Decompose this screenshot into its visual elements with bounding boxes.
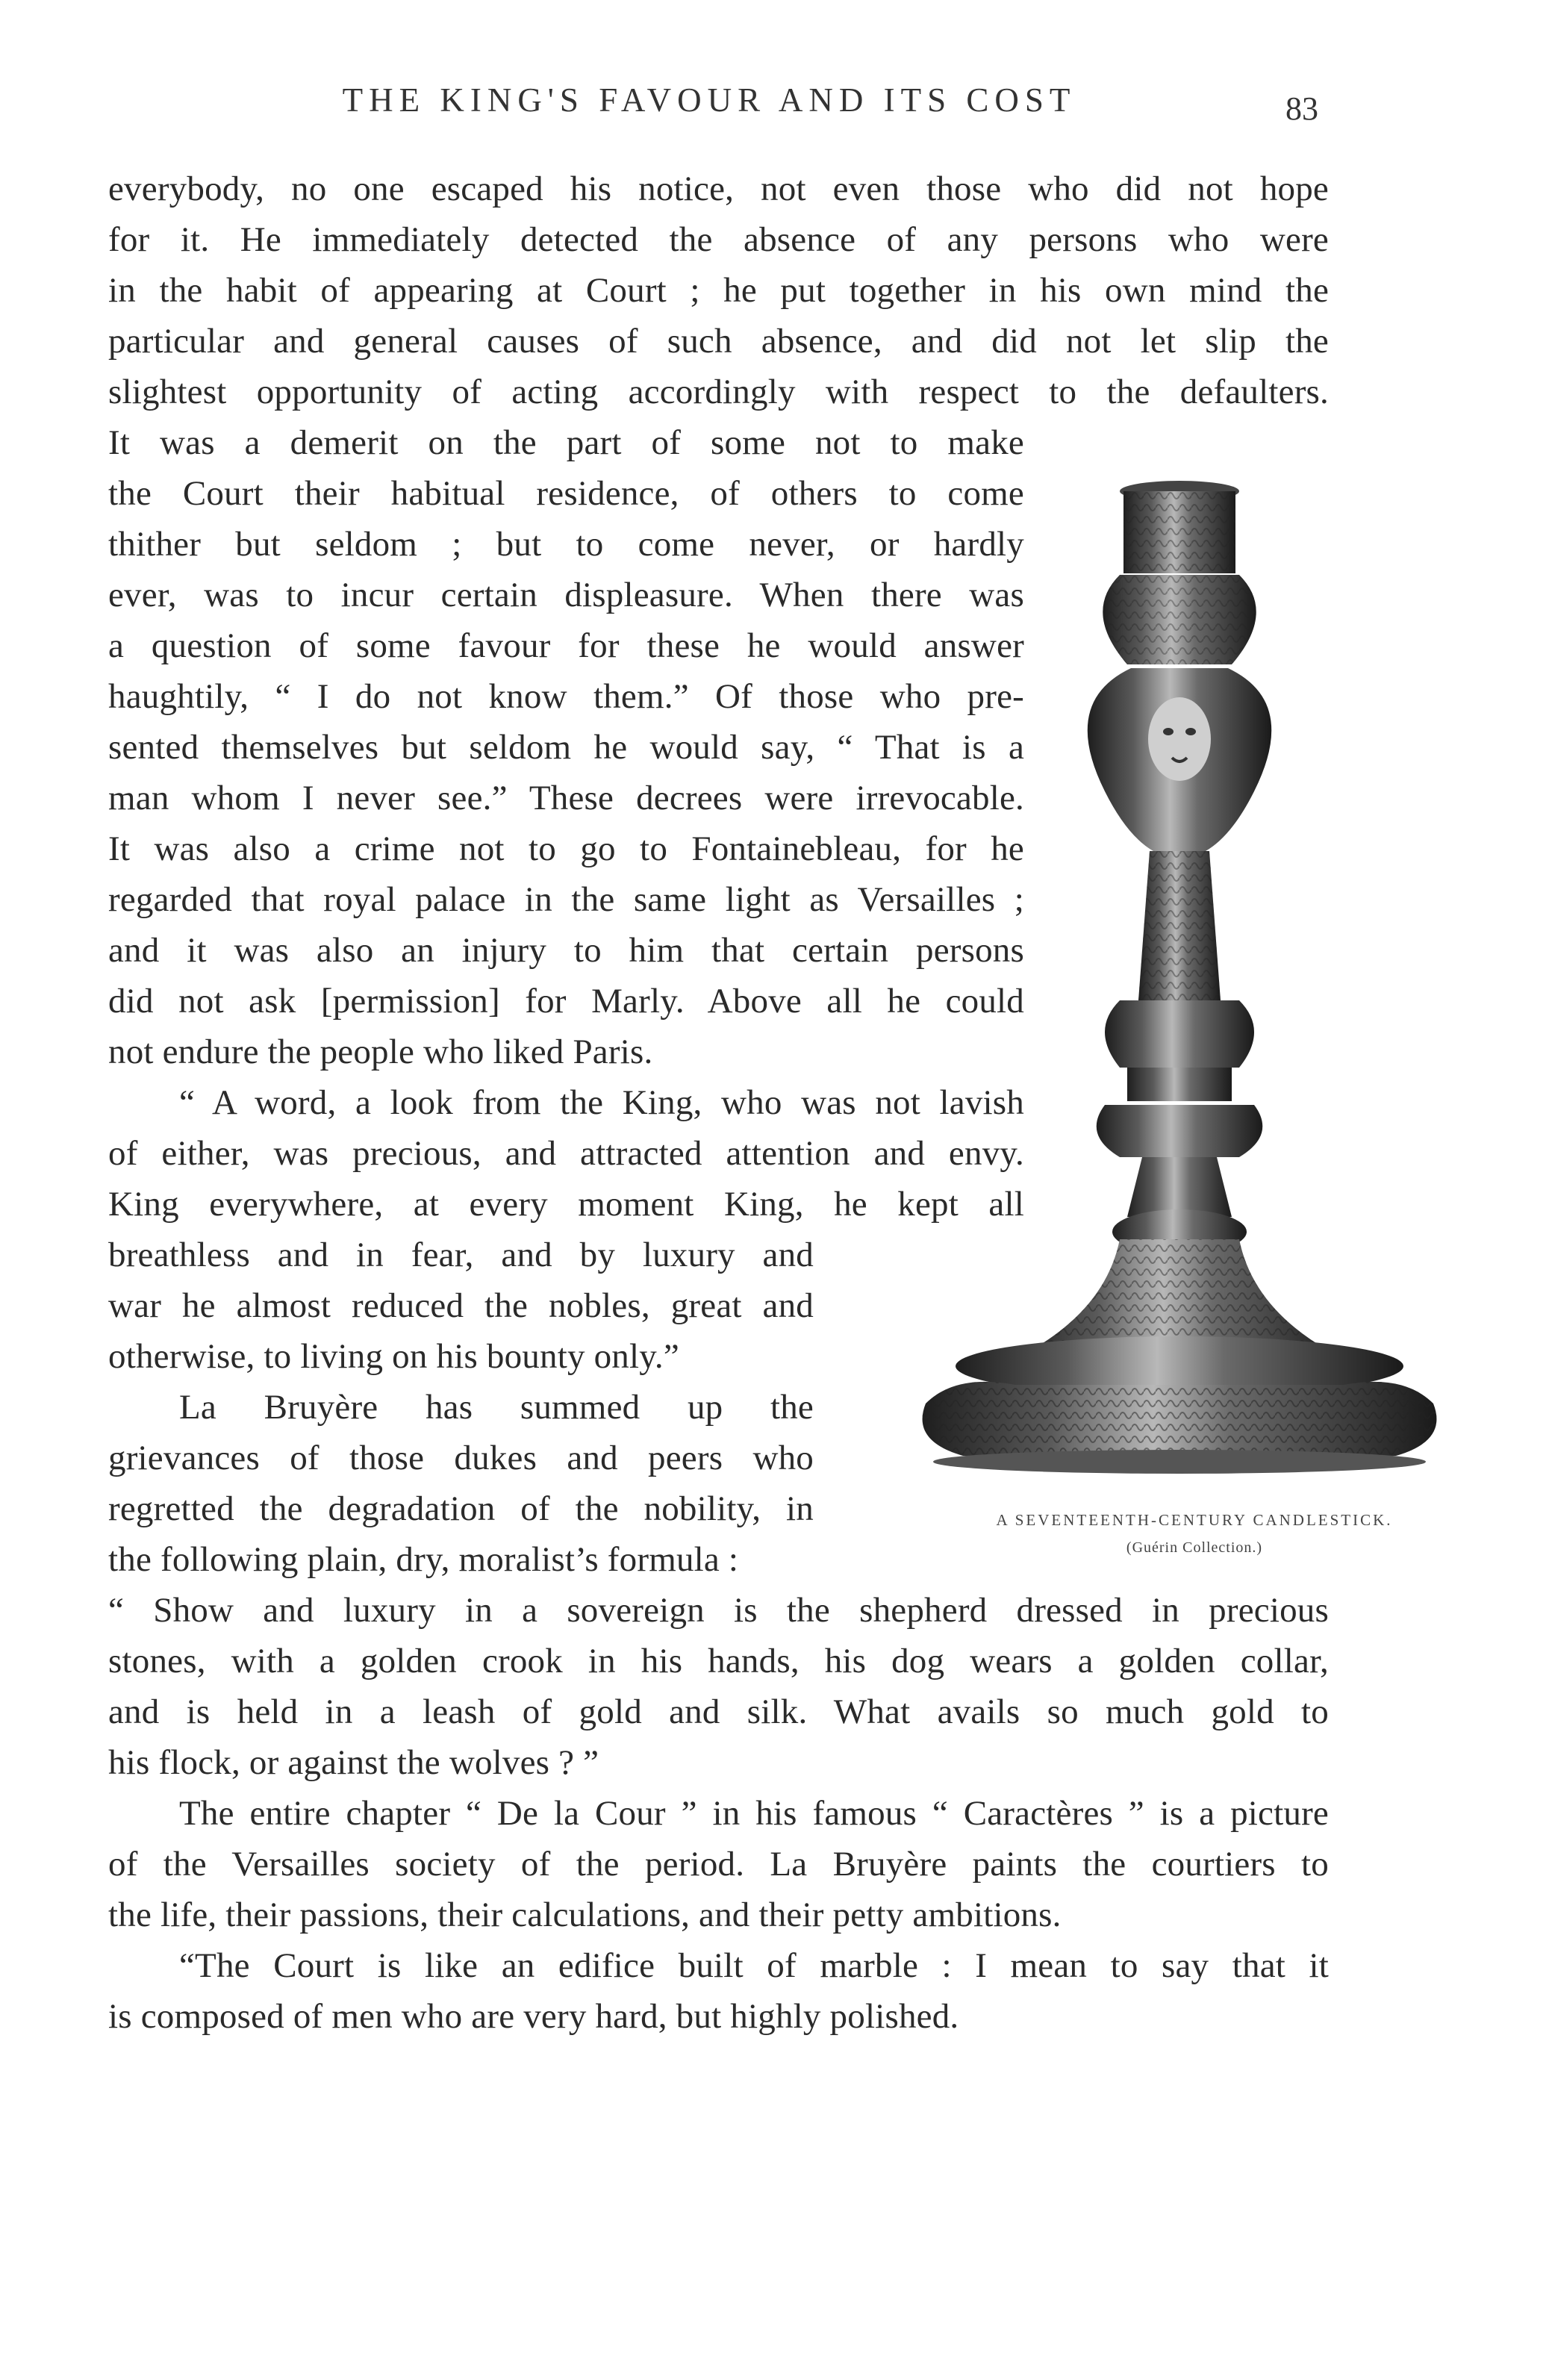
text-line: a question of some favour for these he would answer	[108, 626, 1024, 665]
figure-caption: A SEVENTEENTH-CENTURY CANDLESTICK.	[996, 1511, 1393, 1529]
text-line: “The Court is like an edifice built of marble : I mean to say that it	[179, 1946, 1329, 1985]
text-line: breathless and in fear, and by luxury and	[108, 1236, 814, 1274]
text-line: did not ask [permission] for Marly. Above all he could	[108, 982, 1024, 1021]
text-line: “ Show and luxury in a sovereign is the shepherd dressed in precious	[108, 1591, 1329, 1630]
text-line: slightest opportunity of acting accordingly with respect to the defaulters.	[108, 373, 1329, 411]
text-line: “ A word, a look from the King, who was not lavish	[179, 1083, 1024, 1122]
text-line: stones, with a golden crook in his hands, his dog wears a golden collar,	[108, 1642, 1329, 1680]
text-line: everybody, no one escaped his notice, not even those who did not hope	[108, 169, 1329, 208]
text-line: ever, was to incur certain displeasure. When there was	[108, 576, 1024, 614]
text-line: King everywhere, at every moment King, he kept all	[108, 1185, 1024, 1224]
text-line: haughtily, “ I do not know them.” Of those who pre-	[108, 677, 1024, 716]
text-line: in the habit of appearing at Court ; he put together in his own mind the	[108, 271, 1329, 310]
text-line: La Bruyère has summed up the	[179, 1388, 814, 1427]
text-line: and is held in a leash of gold and silk. What avails so much gold to	[108, 1692, 1329, 1731]
figure-credit: (Guérin Collection.)	[1126, 1539, 1263, 1556]
text-line: the following plain, dry, moralist’s formula :	[108, 1540, 739, 1579]
text-line: of either, was precious, and attracted attention and envy.	[108, 1134, 1024, 1173]
text-line: regretted the degradation of the nobility, in	[108, 1489, 814, 1528]
text-line: the Court their habitual residence, of others to come	[108, 474, 1024, 513]
text-line: The entire chapter “ De la Cour ” in his famous “ Caractères ” is a picture	[179, 1794, 1329, 1833]
text-line: of the Versailles society of the period. La Bruyère paints the courtiers to	[108, 1845, 1329, 1884]
text-line: regarded that royal palace in the same light as Versailles ;	[108, 880, 1024, 919]
text-line: his flock, or against the wolves ? ”	[108, 1743, 599, 1782]
running-head: THE KING'S FAVOUR AND ITS COST	[342, 81, 1076, 119]
candlestick-engraving	[881, 478, 1478, 1493]
candlestick-illustration	[881, 478, 1478, 1493]
text-line: It was also a crime not to go to Fontainebleau, for he	[108, 829, 1024, 868]
text-line: sented themselves but seldom he would say, “ That is a	[108, 728, 1024, 767]
text-line: otherwise, to living on his bounty only.”	[108, 1337, 679, 1376]
text-line: thither but seldom ; but to come never, or hardly	[108, 525, 1024, 564]
text-line: It was a demerit on the part of some not to make	[108, 423, 1024, 462]
text-line: for it. He immediately detected the absence of any persons who were	[108, 220, 1329, 259]
text-line: and it was also an injury to him that certain persons	[108, 931, 1024, 970]
text-line: the life, their passions, their calculations, and their petty ambitions.	[108, 1895, 1062, 1934]
text-line: war he almost reduced the nobles, great and	[108, 1286, 814, 1325]
text-line: man whom I never see.” These decrees were irrevocable.	[108, 779, 1024, 817]
text-line: is composed of men who are very hard, but highly polished.	[108, 1997, 959, 2036]
text-line: not endure the people who liked Paris.	[108, 1032, 653, 1071]
text-line: particular and general causes of such absence, and did not let slip the	[108, 322, 1329, 361]
text-line: grievances of those dukes and peers who	[108, 1439, 814, 1477]
page-number: 83	[1285, 90, 1318, 127]
